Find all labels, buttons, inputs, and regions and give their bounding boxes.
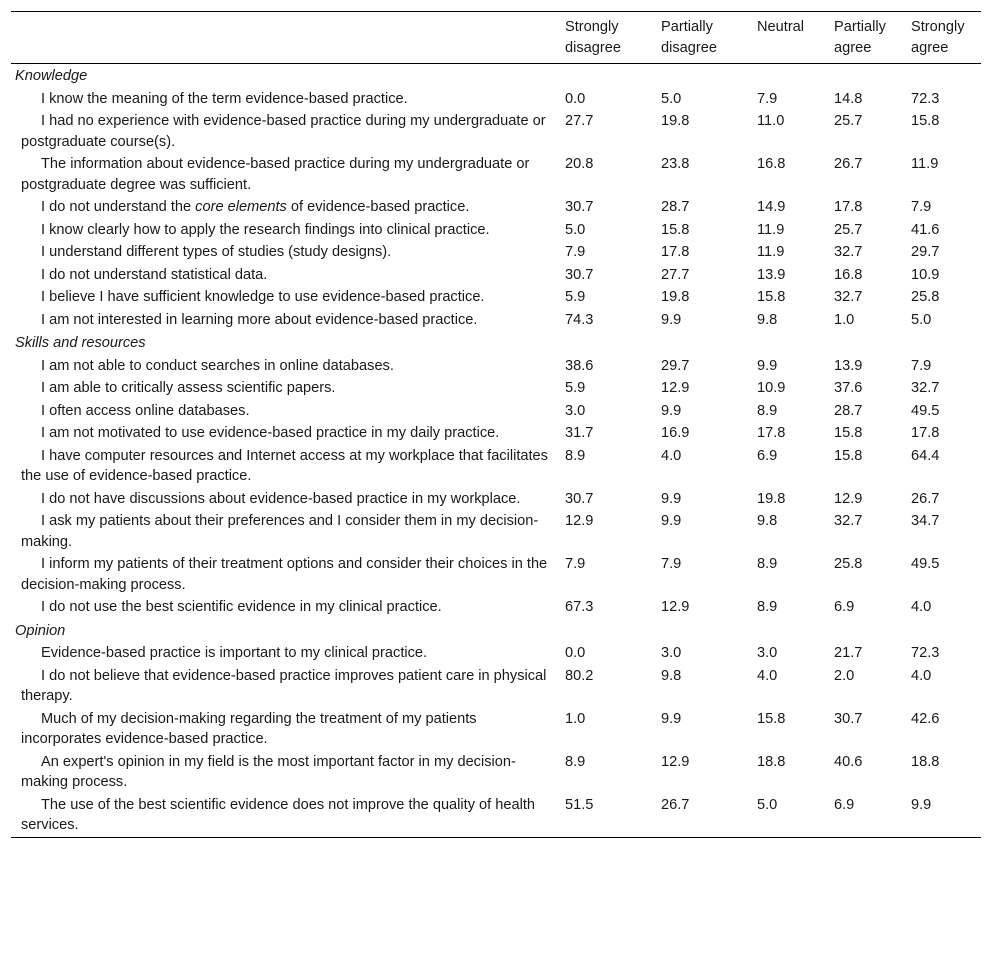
cell-value: 3.0	[757, 645, 778, 661]
cell-value: 5.0	[661, 90, 682, 107]
row-label: I do not have discussions about evidence-based practice in my workplace.	[41, 490, 521, 507]
row-label: I ask my patients about their preferences and I consider them in my decision-making.	[21, 513, 539, 550]
row-label: Evidence-based practice is important to my clinical practice.	[41, 645, 428, 661]
cell-value: 9.8	[757, 513, 778, 529]
cell-value: 49.5	[911, 402, 940, 419]
row-label: I am able to critically assess scientific papers.	[41, 380, 336, 396]
cell-value: 28.7	[661, 199, 690, 215]
cell-value: 8.9	[757, 599, 778, 615]
cell-value: 13.9	[757, 266, 786, 283]
cell-value: 3.0	[661, 645, 682, 661]
cell-value: 20.8	[565, 156, 594, 172]
cell-value: 0.0	[565, 645, 586, 661]
cell-value: 64.4	[911, 447, 940, 464]
cell-value: 74.3	[565, 311, 594, 328]
cell-value: 8.9	[757, 402, 778, 419]
cell-value: 16.8	[757, 156, 786, 172]
table-row	[11, 553, 981, 596]
cell-value: 4.0	[757, 667, 778, 684]
cell-value: 9.9	[661, 402, 682, 419]
cell-value: 8.9	[565, 753, 586, 770]
section-title: Opinion	[15, 622, 66, 639]
cell-value: 2.0	[834, 667, 855, 684]
cell-value: 10.9	[911, 266, 940, 283]
table-row	[11, 241, 981, 264]
cell-value: 4.0	[911, 599, 932, 615]
cell-value: 15.8	[757, 289, 786, 305]
cell-value: 7.9	[565, 556, 586, 572]
cell-value: 4.0	[661, 447, 682, 464]
header-partially-disagree: Partially disagree	[661, 19, 717, 56]
cell-value: 19.8	[757, 490, 786, 507]
cell-value: 6.9	[834, 599, 855, 615]
section-row	[11, 331, 981, 355]
cell-value: 6.9	[757, 447, 778, 464]
cell-value: 11.9	[757, 221, 785, 238]
cell-value: 25.8	[834, 556, 863, 572]
cell-value: 12.9	[661, 753, 690, 770]
cell-value: 12.9	[661, 599, 690, 615]
cell-value: 9.8	[661, 667, 682, 684]
cell-value: 5.0	[757, 796, 778, 813]
row-label: I understand different types of studies (study designs).	[41, 244, 392, 260]
table-row	[11, 510, 981, 553]
row-label: I believe I have sufficient knowledge to use evidence-based practice.	[41, 289, 485, 305]
cell-value: 7.9	[565, 244, 586, 260]
cell-value: 11.0	[757, 113, 785, 129]
row-label: I am not interested in learning more about evidence-based practice.	[41, 311, 478, 328]
cell-value: 40.6	[834, 753, 863, 770]
cell-value: 30.7	[834, 710, 863, 727]
cell-value: 9.9	[757, 357, 778, 374]
cell-value: 11.9	[911, 156, 939, 172]
cell-value: 17.8	[757, 425, 786, 441]
table-row	[11, 219, 981, 242]
table-row	[11, 400, 981, 423]
row-label: The information about evidence-based practice during my undergraduate or postgraduate degree was sufficient.	[21, 156, 530, 193]
cell-value: 15.8	[757, 710, 786, 727]
row-label: I do not use the best scientific evidence in my clinical practice.	[41, 599, 442, 615]
row-label: I inform my patients of their treatment options and consider their choices in the decision-making process.	[21, 556, 548, 593]
cell-value: 80.2	[565, 667, 594, 684]
header-partially-agree: Partially agree	[834, 19, 886, 56]
row-label	[11, 196, 561, 219]
table-row	[11, 377, 981, 400]
row-label: The use of the best scientific evidence does not improve the quality of health services.	[21, 796, 536, 833]
cell-value: 5.0	[911, 311, 932, 328]
cell-value: 32.7	[911, 380, 940, 396]
table-row	[11, 286, 981, 309]
table-row	[11, 708, 981, 751]
cell-value: 7.9	[911, 357, 932, 374]
cell-value: 51.5	[565, 796, 594, 813]
cell-value: 17.8	[834, 199, 863, 215]
cell-value: 16.9	[661, 425, 690, 441]
cell-value: 9.9	[661, 513, 682, 529]
header-strongly-disagree: Strongly disagree	[565, 19, 621, 56]
cell-value: 15.8	[911, 113, 940, 129]
table-row	[11, 88, 981, 111]
row-label: I know clearly how to apply the research findings into clinical practice.	[41, 221, 490, 238]
cell-value: 3.0	[565, 402, 586, 419]
cell-value: 27.7	[661, 266, 690, 283]
cell-value: 28.7	[834, 402, 863, 419]
cell-value: 9.9	[661, 490, 682, 507]
cell-value: 9.9	[911, 796, 932, 813]
table-body	[11, 64, 981, 838]
row-label: I am not motivated to use evidence-based practice in my daily practice.	[41, 425, 500, 441]
cell-value: 13.9	[834, 357, 863, 374]
cell-value: 7.9	[661, 556, 682, 572]
row-label: I am not able to conduct searches in online databases.	[41, 357, 394, 374]
row-label: I do not understand statistical data.	[41, 266, 268, 283]
cell-value: 18.8	[757, 753, 786, 770]
cell-value: 0.0	[565, 90, 586, 107]
row-label: I do not believe that evidence-based practice improves patient care in physical therapy.	[21, 667, 547, 704]
section-row	[11, 64, 981, 88]
survey-table	[11, 11, 981, 838]
cell-value: 14.9	[757, 199, 786, 215]
table-row	[11, 309, 981, 332]
section-title: Skills and resources	[15, 335, 146, 351]
table-row	[11, 751, 981, 794]
cell-value: 8.9	[565, 447, 586, 464]
cell-value: 17.8	[911, 425, 940, 441]
cell-value: 32.7	[834, 513, 863, 529]
cell-value: 29.7	[661, 357, 690, 374]
cell-value: 10.9	[757, 380, 786, 396]
table-row	[11, 153, 981, 196]
section-title: Knowledge	[15, 68, 88, 84]
cell-value: 19.8	[661, 289, 690, 305]
cell-value: 30.7	[565, 490, 594, 507]
row-label-emphasis: core elements	[195, 199, 287, 215]
cell-value: 9.9	[661, 710, 682, 727]
table-row	[11, 355, 981, 378]
cell-value: 27.7	[565, 113, 594, 129]
cell-value: 30.7	[565, 199, 594, 215]
row-label-text: I do not understand the	[41, 199, 196, 215]
table-row	[11, 665, 981, 708]
row-label-text: of evidence-based practice.	[286, 199, 470, 215]
cell-value: 7.9	[757, 90, 778, 107]
cell-value: 14.8	[834, 90, 863, 107]
cell-value: 12.9	[565, 513, 594, 529]
table-row	[11, 445, 981, 488]
table-row	[11, 596, 981, 619]
row-label: I know the meaning of the term evidence-based practice.	[41, 90, 408, 107]
cell-value: 5.9	[565, 289, 586, 305]
cell-value: 7.9	[911, 199, 932, 215]
cell-value: 16.8	[834, 266, 863, 283]
row-label: I often access online databases.	[41, 402, 250, 419]
table-row	[11, 110, 981, 153]
cell-value: 18.8	[911, 753, 940, 770]
cell-value: 15.8	[661, 221, 690, 238]
row-label: Much of my decision-making regarding the treatment of my patients incorporates evidence-based practice.	[21, 710, 477, 747]
cell-value: 8.9	[757, 556, 778, 572]
cell-value: 41.6	[911, 221, 940, 238]
cell-value: 5.9	[565, 380, 586, 396]
table-row	[11, 794, 981, 838]
cell-value: 1.0	[834, 311, 855, 328]
table-row	[11, 264, 981, 287]
row-label: I had no experience with evidence-based practice during my undergraduate or postgraduate course(s).	[21, 113, 546, 150]
cell-value: 9.8	[757, 311, 778, 328]
cell-value: 25.7	[834, 221, 863, 238]
cell-value: 49.5	[911, 556, 940, 572]
cell-value: 4.0	[911, 667, 932, 684]
header-strongly-agree: Strongly agree	[911, 19, 965, 56]
cell-value: 38.6	[565, 357, 594, 374]
cell-value: 26.7	[911, 490, 940, 507]
cell-value: 37.6	[834, 380, 863, 396]
cell-value: 25.7	[834, 113, 863, 129]
table-row	[11, 196, 981, 219]
row-label: An expert's opinion in my field is the most important factor in my decision-making process.	[21, 753, 516, 790]
cell-value: 25.8	[911, 289, 940, 305]
cell-value: 15.8	[834, 447, 863, 464]
cell-value: 34.7	[911, 513, 940, 529]
cell-value: 31.7	[565, 425, 594, 441]
cell-value: 12.9	[834, 490, 863, 507]
cell-value: 67.3	[565, 599, 594, 615]
section-row	[11, 619, 981, 643]
table-row	[11, 422, 981, 445]
row-label: I have computer resources and Internet access at my workplace that facilitates the use of evidence-based practice.	[21, 447, 548, 484]
header-row	[11, 12, 981, 64]
cell-value: 26.7	[661, 796, 690, 813]
cell-value: 23.8	[661, 156, 690, 172]
cell-value: 72.3	[911, 645, 940, 661]
cell-value: 32.7	[834, 244, 863, 260]
cell-value: 15.8	[834, 425, 863, 441]
cell-value: 19.8	[661, 113, 690, 129]
cell-value: 12.9	[661, 380, 690, 396]
cell-value: 17.8	[661, 244, 690, 260]
cell-value: 29.7	[911, 244, 940, 260]
cell-value: 42.6	[911, 710, 940, 727]
cell-value: 11.9	[757, 244, 785, 260]
cell-value: 5.0	[565, 221, 586, 238]
table-row	[11, 642, 981, 665]
cell-value: 30.7	[565, 266, 594, 283]
cell-value: 1.0	[565, 710, 586, 727]
cell-value: 72.3	[911, 90, 940, 107]
header-item	[11, 12, 561, 64]
header-neutral: Neutral	[757, 19, 805, 35]
table-row	[11, 488, 981, 511]
cell-value: 26.7	[834, 156, 863, 172]
table-header	[11, 12, 981, 64]
cell-value: 21.7	[834, 645, 863, 661]
cell-value: 9.9	[661, 311, 682, 328]
cell-value: 32.7	[834, 289, 863, 305]
cell-value: 6.9	[834, 796, 855, 813]
